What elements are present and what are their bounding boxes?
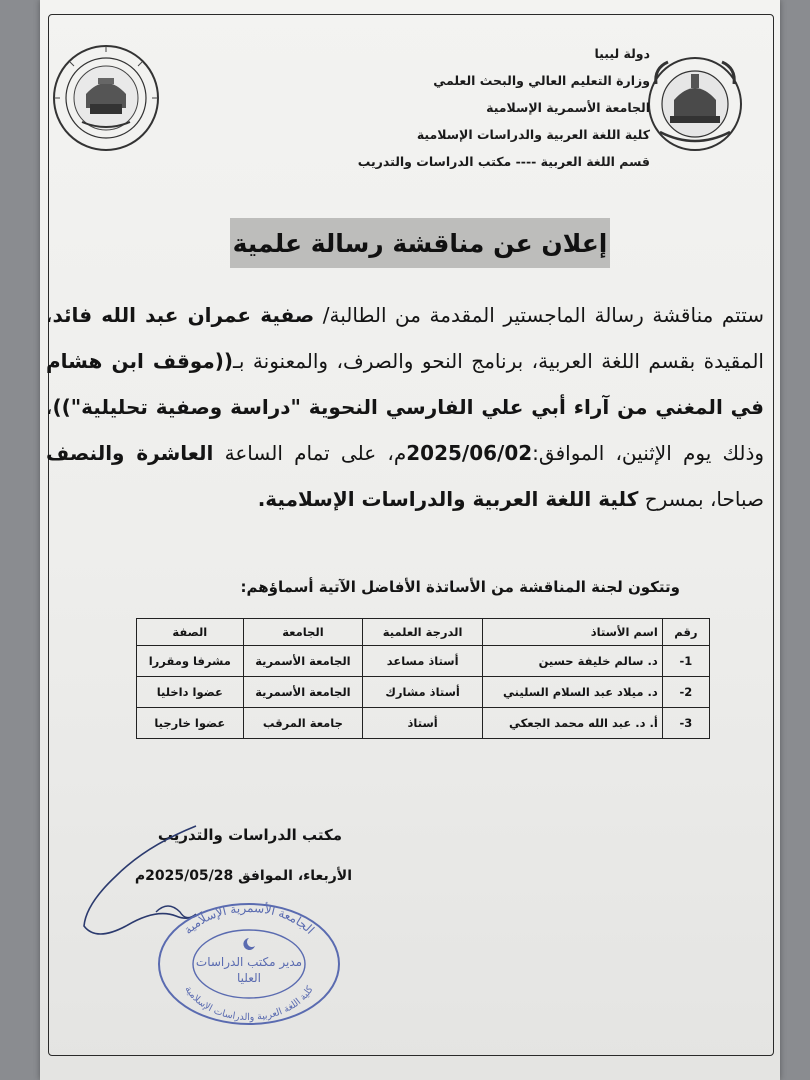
defense-time: العاشرة والنصف bbox=[46, 441, 214, 465]
table-row bbox=[137, 677, 710, 708]
university-emblem-icon bbox=[646, 54, 744, 158]
header-university: الجامعة الأسمرية الإسلامية bbox=[486, 100, 650, 115]
header-department: قسم اللغة العربية ---- مكتب الدراسات والتدريب bbox=[357, 154, 650, 169]
faculty-emblem-icon bbox=[50, 42, 162, 154]
row-name: د. سالم خليفة حسين bbox=[482, 646, 662, 677]
announcement-title-text: إعلان عن مناقشة رسالة علمية bbox=[232, 228, 608, 258]
document-page bbox=[40, 0, 780, 1080]
body-part-4: م، على تمام الساعة bbox=[213, 441, 407, 465]
issue-date: الأربعاء، الموافق 2025/05/28م bbox=[134, 868, 352, 884]
row-degree: أستاذ مشارك bbox=[363, 677, 483, 708]
header-faculty: كلية اللغة العربية والدراسات الإسلامية bbox=[416, 127, 650, 142]
row-university: الجامعة الأسمرية bbox=[243, 646, 363, 677]
stamp-outer-text: الجامعة الأسمرية الإسلامية bbox=[180, 900, 318, 937]
header-role: الصفة bbox=[137, 619, 244, 646]
svg-text:كلية اللغة العربية والدراسات ا bbox=[182, 984, 316, 1023]
stamp-bottom-text: كلية اللغة العربية والدراسات الإسلامية bbox=[182, 984, 316, 1024]
document-header bbox=[250, 40, 650, 175]
header-name: اسم الأستاذ bbox=[482, 619, 662, 646]
header-university: الجامعة bbox=[243, 619, 363, 646]
defense-venue: كلية اللغة العربية والدراسات الإسلامية. bbox=[257, 487, 639, 511]
row-role: عضوا داخليا bbox=[137, 677, 244, 708]
stamp-line-2: العليا bbox=[236, 971, 262, 985]
header-state: دولة ليبيا bbox=[594, 46, 650, 61]
row-num: 3- bbox=[662, 708, 709, 739]
announcement-body bbox=[46, 292, 764, 522]
table-row bbox=[137, 708, 710, 739]
body-part-2: ، المقيدة بقسم اللغة العربية، برنامج النحو والصرف، والمعنونة بـ bbox=[46, 303, 764, 373]
row-role: عضوا خارجيا bbox=[137, 708, 244, 739]
row-role: مشرفا ومقررا bbox=[137, 646, 244, 677]
announcement-title bbox=[230, 218, 610, 268]
student-name: صفية عمران عبد الله فائد bbox=[52, 303, 315, 327]
row-degree: أستاذ bbox=[363, 708, 483, 739]
defense-date: 2025/06/02 bbox=[406, 441, 533, 465]
table-row bbox=[137, 646, 710, 677]
row-university: جامعة المرقب bbox=[243, 708, 363, 739]
row-name: د. ميلاد عبد السلام السليني bbox=[482, 677, 662, 708]
row-name: أ. د. عبد الله محمد الجعكي bbox=[482, 708, 662, 739]
row-university: الجامعة الأسمرية bbox=[243, 677, 363, 708]
official-stamp-icon bbox=[154, 898, 344, 1028]
row-num: 2- bbox=[662, 677, 709, 708]
header-ministry: وزارة التعليم العالي والبحث العلمي bbox=[433, 73, 650, 88]
body-part-3: ، وذلك يوم الإثنين، الموافق: bbox=[46, 395, 765, 465]
body-part-1: ستتم مناقشة رسالة الماجستير المقدمة من الطالبة/ bbox=[314, 303, 764, 327]
body-part-5: صباحا، بمسرح bbox=[638, 487, 764, 511]
committee-table bbox=[136, 618, 710, 739]
thesis-title: ((موقف ابن هشام في المغني من آراء أبي علي الفارسي النحوية "دراسة وصفية تحليلية")) bbox=[46, 349, 764, 419]
stamp-line-1: مدير مكتب الدراسات bbox=[195, 955, 303, 969]
svg-text:الجامعة الأسمرية الإسلامية bbox=[181, 901, 317, 937]
header-num: رقم bbox=[662, 619, 709, 646]
row-degree: أستاذ مساعد bbox=[363, 646, 483, 677]
committee-intro: وتتكون لجنة المناقشة من الأساتذة الأفاضل الآتية أسماؤهم: bbox=[240, 578, 680, 596]
row-num: 1- bbox=[662, 646, 709, 677]
committee-header-row bbox=[137, 619, 710, 646]
header-degree: الدرجة العلمية bbox=[363, 619, 483, 646]
signing-office: مكتب الدراسات والتدريب bbox=[157, 826, 342, 844]
